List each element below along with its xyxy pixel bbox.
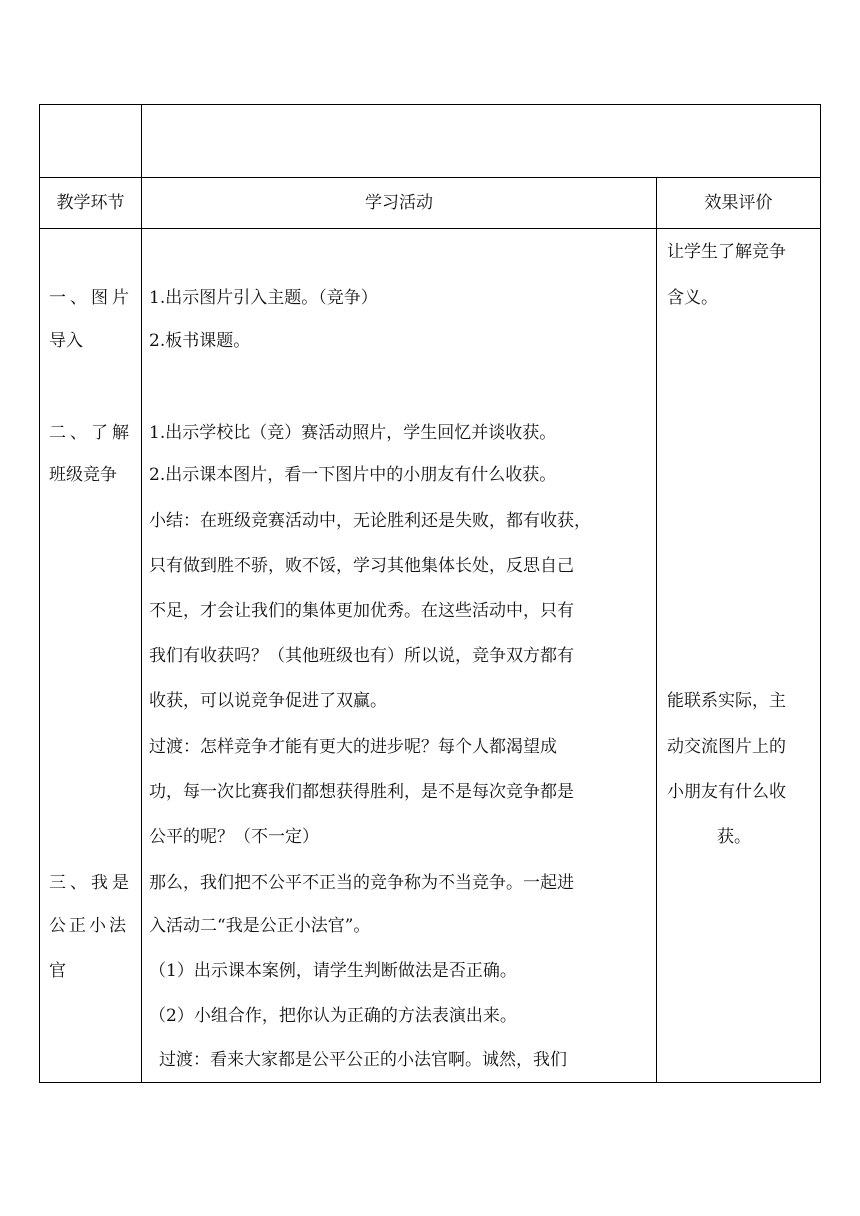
activity-line: 过渡：看来大家都是公平公正的小法官啊。诚然，我们 [159,1050,567,1070]
section-3-line2: 公正小法 [49,916,129,936]
section-1-line1: 一、图片 [49,288,133,308]
evaluation-line: 获。 [717,827,751,847]
evaluation-line: 让学生了解竞争 [667,242,786,262]
activity-line: 过渡：怎样竞争才能有更大的进步呢？每个人都渴望成 [149,737,557,757]
table-border-left [39,104,40,1083]
table-border-top [39,104,821,105]
header-effect-evaluation: 效果评价 [704,193,773,213]
activity-line: 小结：在班级竞赛活动中，无论胜利还是失败，都有收获， [149,511,591,531]
section-3-line3: 官 [49,961,66,981]
activity-line: 1.出示学校比（竞）赛活动照片，学生回忆并谈收获。 [149,423,557,443]
activity-line: 收获，可以说竞争促进了双赢。 [149,691,387,711]
activity-line: （2）小组合作，把你认为正确的方法表演出来。 [149,1006,517,1026]
table-border-right [820,104,821,1083]
activity-line: 入活动二“我是公正小法官”。 [149,916,371,936]
header-learning-activity: 学习活动 [365,193,433,213]
section-3-line1: 三、我是 [49,873,133,893]
activity-line: 2.板书课题。 [149,331,251,351]
evaluation-line: 能联系实际，主 [667,691,786,711]
activity-line: 那么，我们把不公平不正当的竞争称为不当竞争。一起进 [149,873,574,893]
activity-line: （1）出示课本案例，请学生判断做法是否正确。 [149,961,517,981]
section-2-line2: 班级竞争 [49,465,117,485]
table-border-bottom [39,1082,821,1083]
section-2-line1: 二、了解 [49,423,133,443]
activity-line: 1.出示图片引入主题。（竞争） [149,288,378,308]
evaluation-line: 含义。 [667,288,718,308]
header-teaching-phase: 教学环节 [56,193,125,213]
table-border-col1 [141,104,142,1083]
activity-line: 不足，才会让我们的集体更加优秀。在这些活动中，只有 [149,601,574,621]
activity-line: 2.出示课本图片，看一下图片中的小朋友有什么收获。 [149,465,557,485]
evaluation-line: 小朋友有什么收 [667,782,786,802]
table-border-row1 [39,177,821,178]
section-1-line2: 导入 [49,331,83,351]
evaluation-line: 动交流图片上的 [667,737,786,757]
table-border-col2 [656,177,657,1083]
activity-line: 功，每一次比赛我们都想获得胜利，是不是每次竞争都是 [149,782,574,802]
activity-line: 我们有收获吗？（其他班级也有）所以说，竞争双方都有 [149,646,574,666]
activity-line: 只有做到胜不骄，败不馁，学习其他集体长处，反思自己 [149,556,574,576]
activity-line: 公平的呢？（不一定） [149,827,319,847]
table-border-row2 [39,228,821,229]
